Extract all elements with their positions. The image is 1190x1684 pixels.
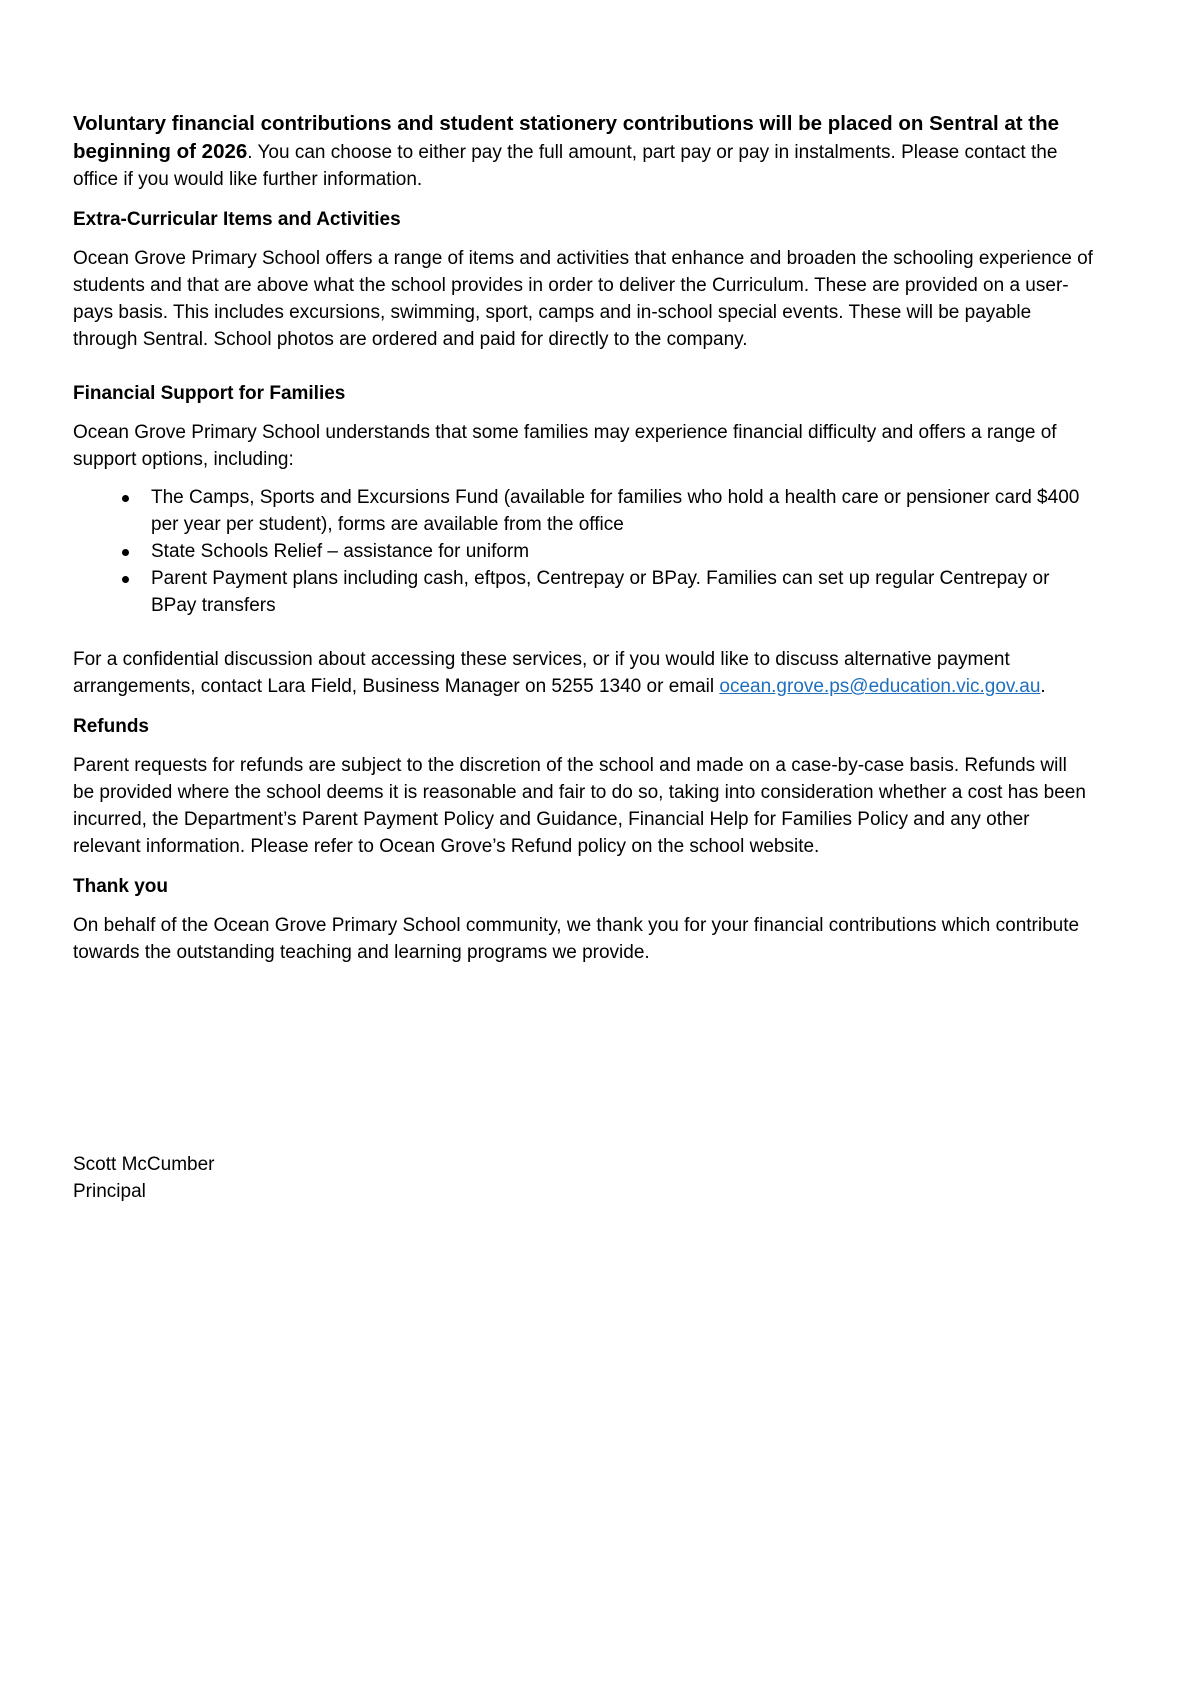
- thanks-heading: Thank you: [73, 876, 169, 897]
- contact-paragraph: [73, 646, 1093, 700]
- intro-paragraph: [73, 110, 1093, 193]
- list-item: [73, 484, 1093, 538]
- financial-support-heading: Financial Support for Families: [73, 383, 346, 404]
- financial-support-body: Ocean Grove Primary School understands that some families may experience financial difficulty and offers a range of support options, including:: [73, 422, 1057, 470]
- bullet-icon: [122, 576, 129, 583]
- list-item-text: The Camps, Sports and Excursions Fund (available for families who hold a health care or pensioner card $400 per year per student), forms are available from the office: [151, 487, 1080, 535]
- intro-rest-text: . You can choose to either pay the full amount, part pay or pay in instalments. Please contact the office if you would like further information.: [73, 142, 1058, 190]
- extra-curricular-heading: Extra-Curricular Items and Activities: [73, 209, 401, 230]
- support-options-list: [73, 484, 1093, 619]
- list-item-text: Parent Payment plans including cash, eftpos, Centrepay or BPay. Families can set up regular Centrepay or BPay transfers: [151, 568, 1050, 616]
- intro-bold-text: Voluntary financial contributions and student stationery contributions will be placed on Sentral at the beginning of 2026: [73, 112, 1060, 163]
- list-item: [73, 565, 1093, 619]
- extra-curricular-body: Ocean Grove Primary School offers a range of items and activities that enhance and broaden the schooling experience of students and that are above what the school provides in order to deliver the Curriculum. These are provided on a user-pays basis. This includes excursions, swimming, sport, camps and in-school special events. These will be payable through Sentral. School photos are ordered and paid for directly to the company.: [73, 248, 1093, 350]
- list-item: [73, 538, 1093, 565]
- bullet-icon: [122, 495, 129, 502]
- email-link[interactable]: ocean.grove.ps@education.vic.gov.au: [719, 676, 1041, 697]
- signature-block: [73, 1151, 214, 1205]
- list-item-text: State Schools Relief – assistance for uniform: [151, 541, 530, 562]
- refunds-body: Parent requests for refunds are subject to the discretion of the school and made on a case-by-case basis. Refunds will be provided where the school deems it is reasonable and fair to do so, taking into consideration whether a cost has been incurred, the Department’s Parent Payment Policy and Guidance, Financial Help for Families Policy and any other relevant information. Please refer to Ocean Grove’s Refund policy on the school website.: [73, 755, 1086, 857]
- bullet-icon: [122, 549, 129, 556]
- signature-title: Principal: [73, 1181, 146, 1202]
- signature-name: Scott McCumber: [73, 1154, 215, 1175]
- refunds-heading: Refunds: [73, 716, 149, 737]
- contact-end: .: [1040, 676, 1046, 697]
- contact-text: For a confidential discussion about accessing these services, or if you would like to discuss alternative payment arrangements, contact Lara Field, Business Manager on 5255 1340 or email: [73, 649, 1010, 697]
- thanks-body: On behalf of the Ocean Grove Primary School community, we thank you for your financial contributions which contribute towards the outstanding teaching and learning programs we provide.: [73, 915, 1080, 963]
- document-body: [73, 110, 1093, 979]
